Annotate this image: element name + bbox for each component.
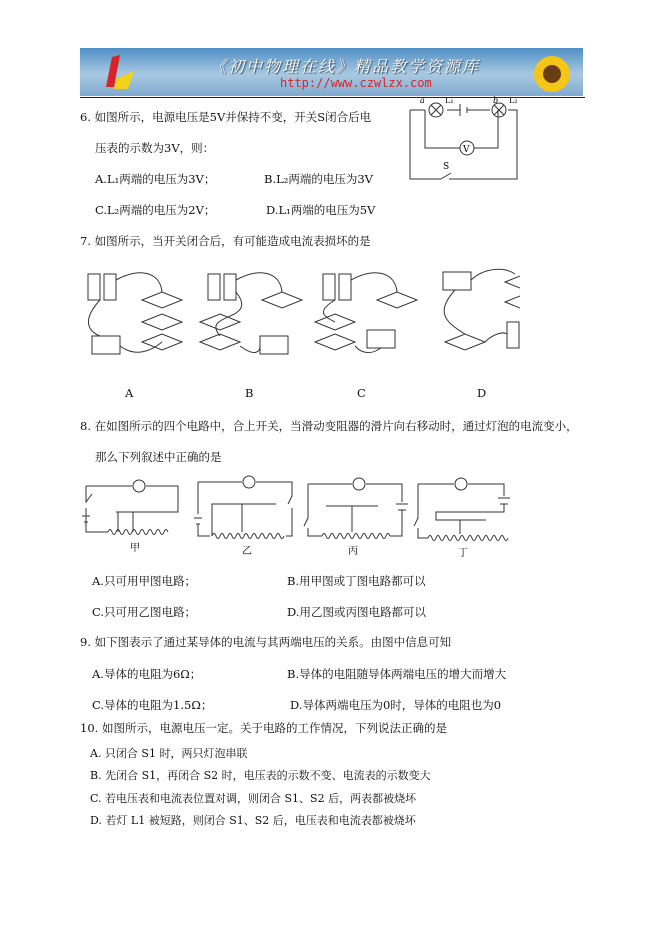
q9-option-d: D.导体两端电压为0时，导体的电阻也为0 <box>290 698 502 712</box>
q8-option-d: D.用乙图或丙图电路都可以 <box>287 605 426 619</box>
q8-figure-jia <box>82 480 178 554</box>
q8-option-b: B.用甲图或丁图电路都可以 <box>287 574 426 588</box>
q7-figure-d <box>443 269 520 350</box>
header-url: http://www.czwlzx.com <box>280 76 432 90</box>
q8-label-yi: 乙 <box>242 546 252 557</box>
q8-figure-bing <box>304 478 408 557</box>
header-title: 《初中物理在线》精品教学资源库 <box>210 57 481 76</box>
q8-circuit-figures <box>78 474 518 559</box>
l2-label: L₂ <box>509 96 518 105</box>
q8-label-jia: 甲 <box>130 543 140 554</box>
q6-option-c: C.L₂两端的电压为2V； <box>95 203 216 217</box>
q8-label-ding: 丁 <box>458 548 468 559</box>
q8-option-c: C.只可用乙图电路； <box>92 605 197 619</box>
q10-stem: 10. 如图所示，电源电压一定。关于电路的工作情况，下列说法正确的是 <box>80 721 447 735</box>
q6-stem-1: 6. 如图所示，电源电压是5V并保持不变，开关S闭合后电 <box>80 110 372 124</box>
q7-figure-b <box>200 273 302 354</box>
voltmeter-label: V <box>463 145 470 155</box>
sunflower-icon <box>520 48 580 96</box>
q9-option-c: C.导体的电阻为1.5Ω； <box>92 698 213 712</box>
q7-stem: 7. 如图所示，当开关闭合后，有可能造成电流表损坏的是 <box>80 234 371 248</box>
q6-option-a: A.L₁两端的电压为3V； <box>95 172 216 186</box>
header-banner <box>80 48 583 96</box>
q8-label-bing: 丙 <box>348 546 358 557</box>
q7-label-a: A <box>125 386 134 400</box>
q8-option-a: A.只可用甲图电路； <box>92 574 196 588</box>
switch-label: S <box>443 162 450 172</box>
q6-circuit-figure <box>405 95 525 185</box>
q10-option-a: A. 只闭合 S1 时，两只灯泡串联 <box>90 747 248 760</box>
q8-stem-2: 那么下列叙述中正确的是 <box>95 450 222 464</box>
q9-stem: 9. 如下图表示了通过某导体的电流与其两端电压的关系。由图中信息可知 <box>80 635 452 649</box>
q6-option-b: B.L₂两端的电压为3V <box>264 172 373 186</box>
point-b-label: b <box>493 96 499 105</box>
q10-option-b: B. 先闭合 S1，再闭合 S2 时，电压表的示数不变、电流表的示数变大 <box>90 769 431 782</box>
q7-figure-a <box>88 273 182 354</box>
q7-label-c: C <box>357 386 366 400</box>
q9-option-a: A.导体的电阻为6Ω； <box>92 667 202 681</box>
q6-option-d: D.L₁两端的电压为5V <box>266 203 376 217</box>
q6-stem-2: 压表的示数为3V，则： <box>95 141 215 155</box>
q7-apparatus-figures <box>80 262 520 372</box>
logo-icon <box>100 53 140 93</box>
l1-label: L₁ <box>445 96 454 105</box>
q7-label-d: D <box>477 386 487 400</box>
q8-figure-yi <box>194 476 292 557</box>
q10-option-c: C. 若电压表和电流表位置对调，则闭合 S1、S2 后，两表都被烧坏 <box>90 792 417 805</box>
q7-label-b: B <box>245 386 254 400</box>
q7-figure-c <box>315 273 417 353</box>
q10-option-d: D. 若灯 L1 被短路，则闭合 S1、S2 后，电压表和电流表都被烧坏 <box>90 814 416 827</box>
q8-figure-ding <box>414 478 510 559</box>
point-a-label: a <box>420 96 425 105</box>
q8-stem-1: 8. 在如图所示的四个电路中，合上开关，当滑动变阻器的滑片向右移动时，通过灯泡的电流变小， <box>80 419 578 433</box>
q9-option-b: B.导体的电阻随导体两端电压的增大而增大 <box>287 667 507 681</box>
